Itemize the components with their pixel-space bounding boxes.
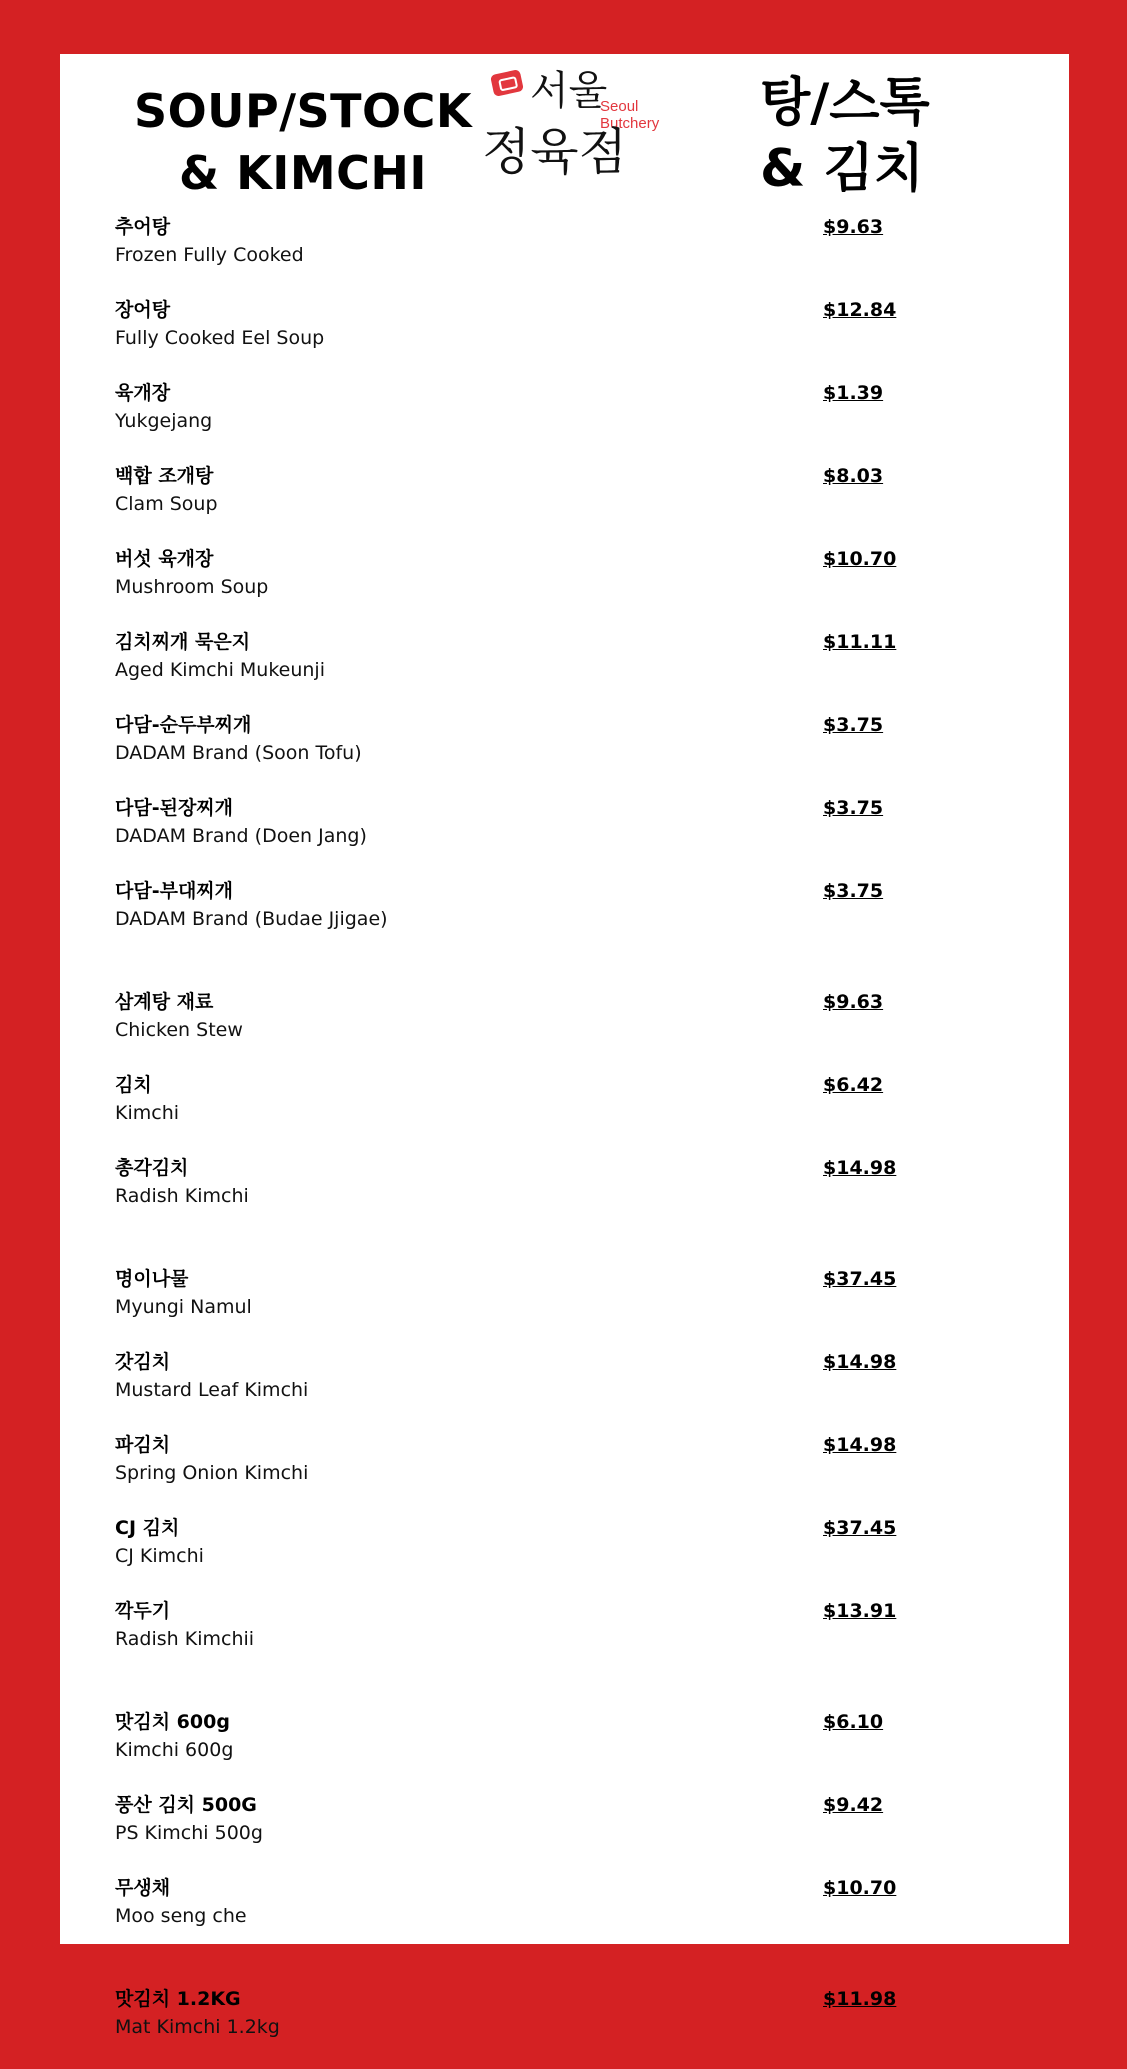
menu-item <box>115 380 1015 463</box>
item-english-name: Radish Kimchi <box>115 1185 249 1207</box>
item-english-name: Yukgejang <box>115 410 213 432</box>
item-english-name: Radish Kimchii <box>115 1628 255 1650</box>
menu-item <box>115 1875 1015 1958</box>
item-english-name: Kimchi 600g <box>115 1739 234 1761</box>
item-price: $3.75 <box>823 714 884 736</box>
menu-item <box>115 1598 1015 1681</box>
item-price: $10.70 <box>823 548 897 570</box>
item-price: $14.98 <box>823 1351 897 1373</box>
title-english-line2: & KIMCHI <box>178 146 428 200</box>
item-korean-name: 추어탕 <box>115 216 171 238</box>
item-korean-name: 김치찌개 묵은지 <box>115 631 251 653</box>
item-korean-name: 백합 조개탕 <box>115 465 214 487</box>
item-price: $1.39 <box>823 382 884 404</box>
menu-item <box>115 1986 1015 2069</box>
item-price: $8.03 <box>823 465 884 487</box>
item-english-name: Aged Kimchi Mukeunji <box>115 659 325 681</box>
item-korean-name: 다담-순두부찌개 <box>115 714 252 736</box>
item-english-name: Fully Cooked Eel Soup <box>115 327 325 349</box>
menu-item <box>115 214 1015 297</box>
menu-item <box>115 1155 1015 1238</box>
item-korean-name: 깍두기 <box>115 1600 171 1622</box>
item-english-name: PS Kimchi 500g <box>115 1822 263 1844</box>
menu-item <box>115 712 1015 795</box>
title-korean <box>760 70 1040 202</box>
item-korean-name: 풍산 김치 500G <box>115 1794 257 1816</box>
menu-item <box>115 989 1015 1072</box>
item-price: $14.98 <box>823 1434 897 1456</box>
logo-english-line1: Seoul <box>600 98 639 115</box>
item-price: $11.11 <box>823 631 897 653</box>
item-english-name: Kimchi <box>115 1102 180 1124</box>
item-korean-name: 파김치 <box>115 1434 171 1456</box>
title-english <box>98 80 508 204</box>
item-english-name: DADAM Brand (Soon Tofu) <box>115 742 362 764</box>
menu-item <box>115 1432 1015 1515</box>
item-english-name: Clam Soup <box>115 493 218 515</box>
item-english-name: Mat Kimchi 1.2kg <box>115 2016 280 2038</box>
item-price: $37.45 <box>823 1268 897 1290</box>
item-price: $14.98 <box>823 1157 897 1179</box>
item-price: $3.75 <box>823 797 884 819</box>
item-korean-name: 다담-된장찌개 <box>115 797 234 819</box>
menu-item <box>115 795 1015 878</box>
menu-item <box>115 297 1015 380</box>
item-korean-name: 다담-부대찌개 <box>115 880 234 902</box>
item-english-name: Spring Onion Kimchi <box>115 1462 309 1484</box>
item-price: $10.70 <box>823 1877 897 1899</box>
item-english-name: Moo seng che <box>115 1905 247 1927</box>
item-price: $9.63 <box>823 991 884 1013</box>
menu-item <box>115 1072 1015 1155</box>
item-price: $9.42 <box>823 1794 884 1816</box>
menu-item <box>115 546 1015 629</box>
menu-item <box>115 1515 1015 1598</box>
item-korean-name: 맛김치 1.2KG <box>115 1988 241 2010</box>
item-english-name: Chicken Stew <box>115 1019 243 1041</box>
cow-icon <box>490 69 524 97</box>
item-price: $6.10 <box>823 1711 884 1733</box>
menu-item <box>115 1266 1015 1349</box>
item-price: $9.63 <box>823 216 884 238</box>
item-english-name: Myungi Namul <box>115 1296 252 1318</box>
seoul-butchery-logo <box>470 60 740 200</box>
title-korean-line1: 탕/스톡 <box>760 73 930 133</box>
item-price: $11.98 <box>823 1988 897 2010</box>
item-english-name: DADAM Brand (Budae Jjigae) <box>115 908 388 930</box>
logo-english-line2: Butchery <box>600 115 660 132</box>
item-korean-name: 버섯 육개장 <box>115 548 214 570</box>
item-english-name: Mushroom Soup <box>115 576 269 598</box>
item-price: $6.42 <box>823 1074 884 1096</box>
item-korean-name: 육개장 <box>115 382 171 404</box>
item-price: $13.91 <box>823 1600 897 1622</box>
item-english-name: Mustard Leaf Kimchi <box>115 1379 309 1401</box>
title-english-line1: SOUP/STOCK <box>133 84 473 138</box>
item-korean-name: 장어탕 <box>115 299 171 321</box>
item-english-name: DADAM Brand (Doen Jang) <box>115 825 367 847</box>
logo-korean-line2: 정육점 <box>482 123 627 181</box>
item-english-name: CJ Kimchi <box>115 1545 204 1567</box>
item-korean-name: 무생채 <box>115 1877 171 1899</box>
menu-item <box>115 1349 1015 1432</box>
item-price: $37.45 <box>823 1517 897 1539</box>
menu-items-list <box>115 214 1015 2069</box>
menu-item <box>115 629 1015 712</box>
item-price: $12.84 <box>823 299 897 321</box>
item-korean-name: 명이나물 <box>115 1268 189 1290</box>
item-korean-name: CJ 김치 <box>115 1517 180 1539</box>
item-price: $3.75 <box>823 880 884 902</box>
item-korean-name: 총각김치 <box>115 1157 189 1179</box>
title-korean-line2: & 김치 <box>760 139 924 199</box>
menu-item <box>115 463 1015 546</box>
item-korean-name: 삼계탕 재료 <box>115 991 214 1013</box>
menu-item <box>115 1792 1015 1875</box>
logo-korean-line1: 서울 <box>530 68 608 114</box>
menu-item <box>115 878 1015 961</box>
item-korean-name: 맛김치 600g <box>115 1711 230 1733</box>
item-korean-name: 갓김치 <box>115 1351 171 1373</box>
menu-item <box>115 1709 1015 1792</box>
item-english-name: Frozen Fully Cooked <box>115 244 304 266</box>
item-korean-name: 김치 <box>115 1074 152 1096</box>
